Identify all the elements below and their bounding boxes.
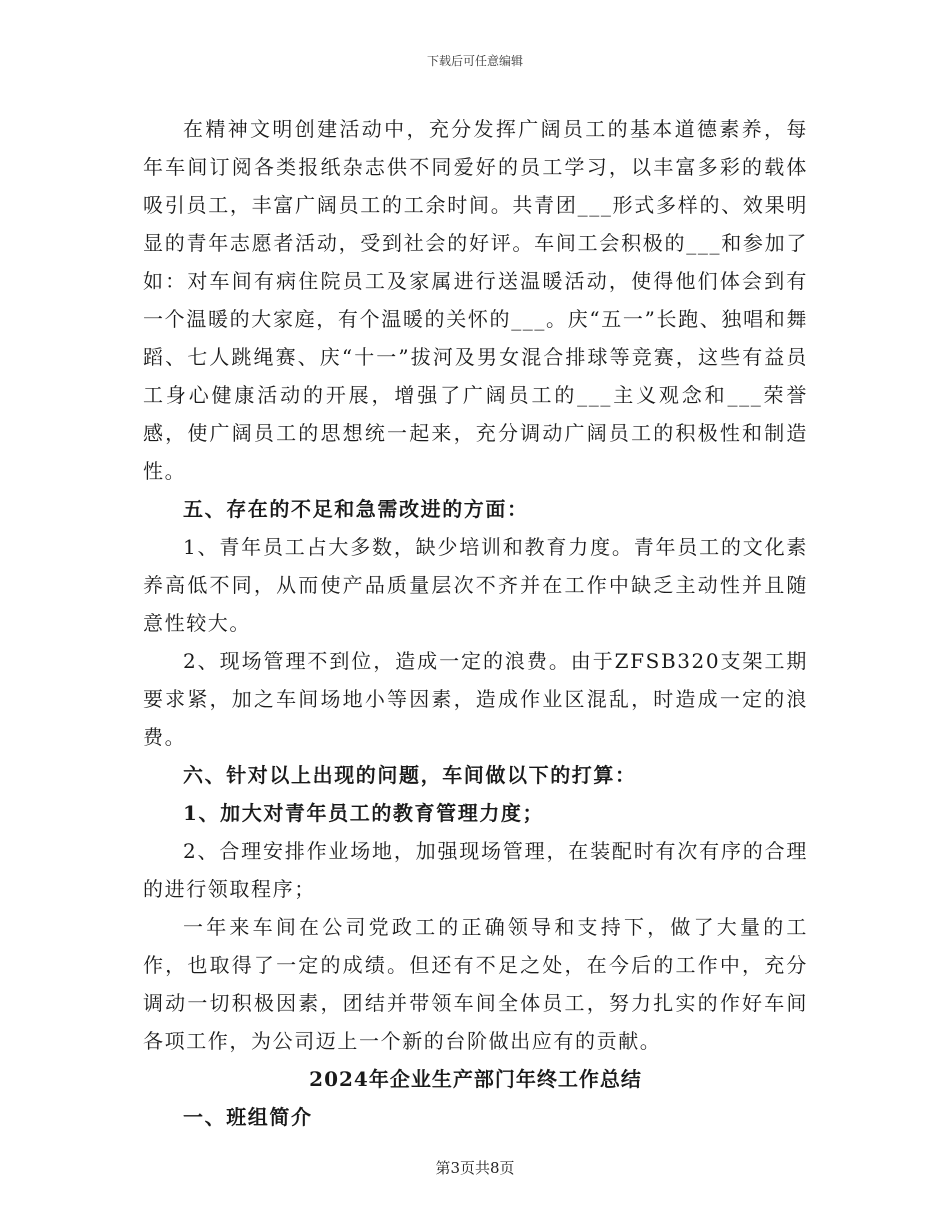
subheading-team-intro: 一、班组简介 xyxy=(183,1105,313,1129)
plan-item-1: 1、加大对青年员工的教育管理力度； xyxy=(183,801,545,825)
paragraph-shortcoming-2: 2、现场管理不到位，造成一定的浪费。由于ZFSB320支架工期要求紧，加之车间场地小等因素，造成作业区混乱，时造成一定的浪费。 xyxy=(143,649,808,749)
paragraph-shortcoming-1: 1、青年员工占大多数，缺少培训和教育力度。青年员工的文化素养高低不同，从而使产品质量层次不齐并在工作中缺乏主动性并且随意性较大。 xyxy=(143,535,808,635)
document-body xyxy=(143,110,808,1136)
page-number-footer: 第3页共8页 xyxy=(435,1159,515,1177)
plan-item-2: 2、合理安排作业场地，加强现场管理，在装配时有次有序的合理的进行领取程序； xyxy=(143,839,808,901)
page-header: 下载后可任意编辑 xyxy=(426,54,523,68)
heading-shortcomings: 五、存在的不足和急需改进的方面： xyxy=(183,497,529,521)
section-title: 2024年企业生产部门年终工作总结 xyxy=(309,1067,642,1091)
paragraph-spiritual-civilization: 在精神文明创建活动中，充分发挥广阔员工的基本道德素养，每年车间订阅各类报纸杂志供不同爱好的员工学习，以丰富多彩的载体吸引员工，丰富广阔员工的工余时间。共青团___形式多样的、效果明显的青年志愿者活动，受到社会的好评。车间工会积极的___和参加了如：对车间有病住院员工及家属进行送温暖活动，使得他们体会到有一个温暖的大家庭，有个温暖的关怀的___。庆“五一”长跑、独唱和舞蹈、七人跳绳赛、庆“十一”拔河及男女混合排球等竞赛，这些有益员工身心健康活动的开展，增强了广阔员工的___主义观念和___荣誉感，使广阔员工的思想统一起来，充分调动广阔员工的积极性和制造性。 xyxy=(143,117,808,483)
heading-plans: 六、针对以上出现的问题，车间做以下的打算： xyxy=(183,763,637,787)
paragraph-conclusion: 一年来车间在公司党政工的正确领导和支持下，做了大量的工作，也取得了一定的成绩。但还有不足之处，在今后的工作中，充分调动一切积极因素，团结并带领车间全体员工，努力扎实的作好车间各项工作，为公司迈上一个新的台阶做出应有的贡献。 xyxy=(143,915,808,1053)
